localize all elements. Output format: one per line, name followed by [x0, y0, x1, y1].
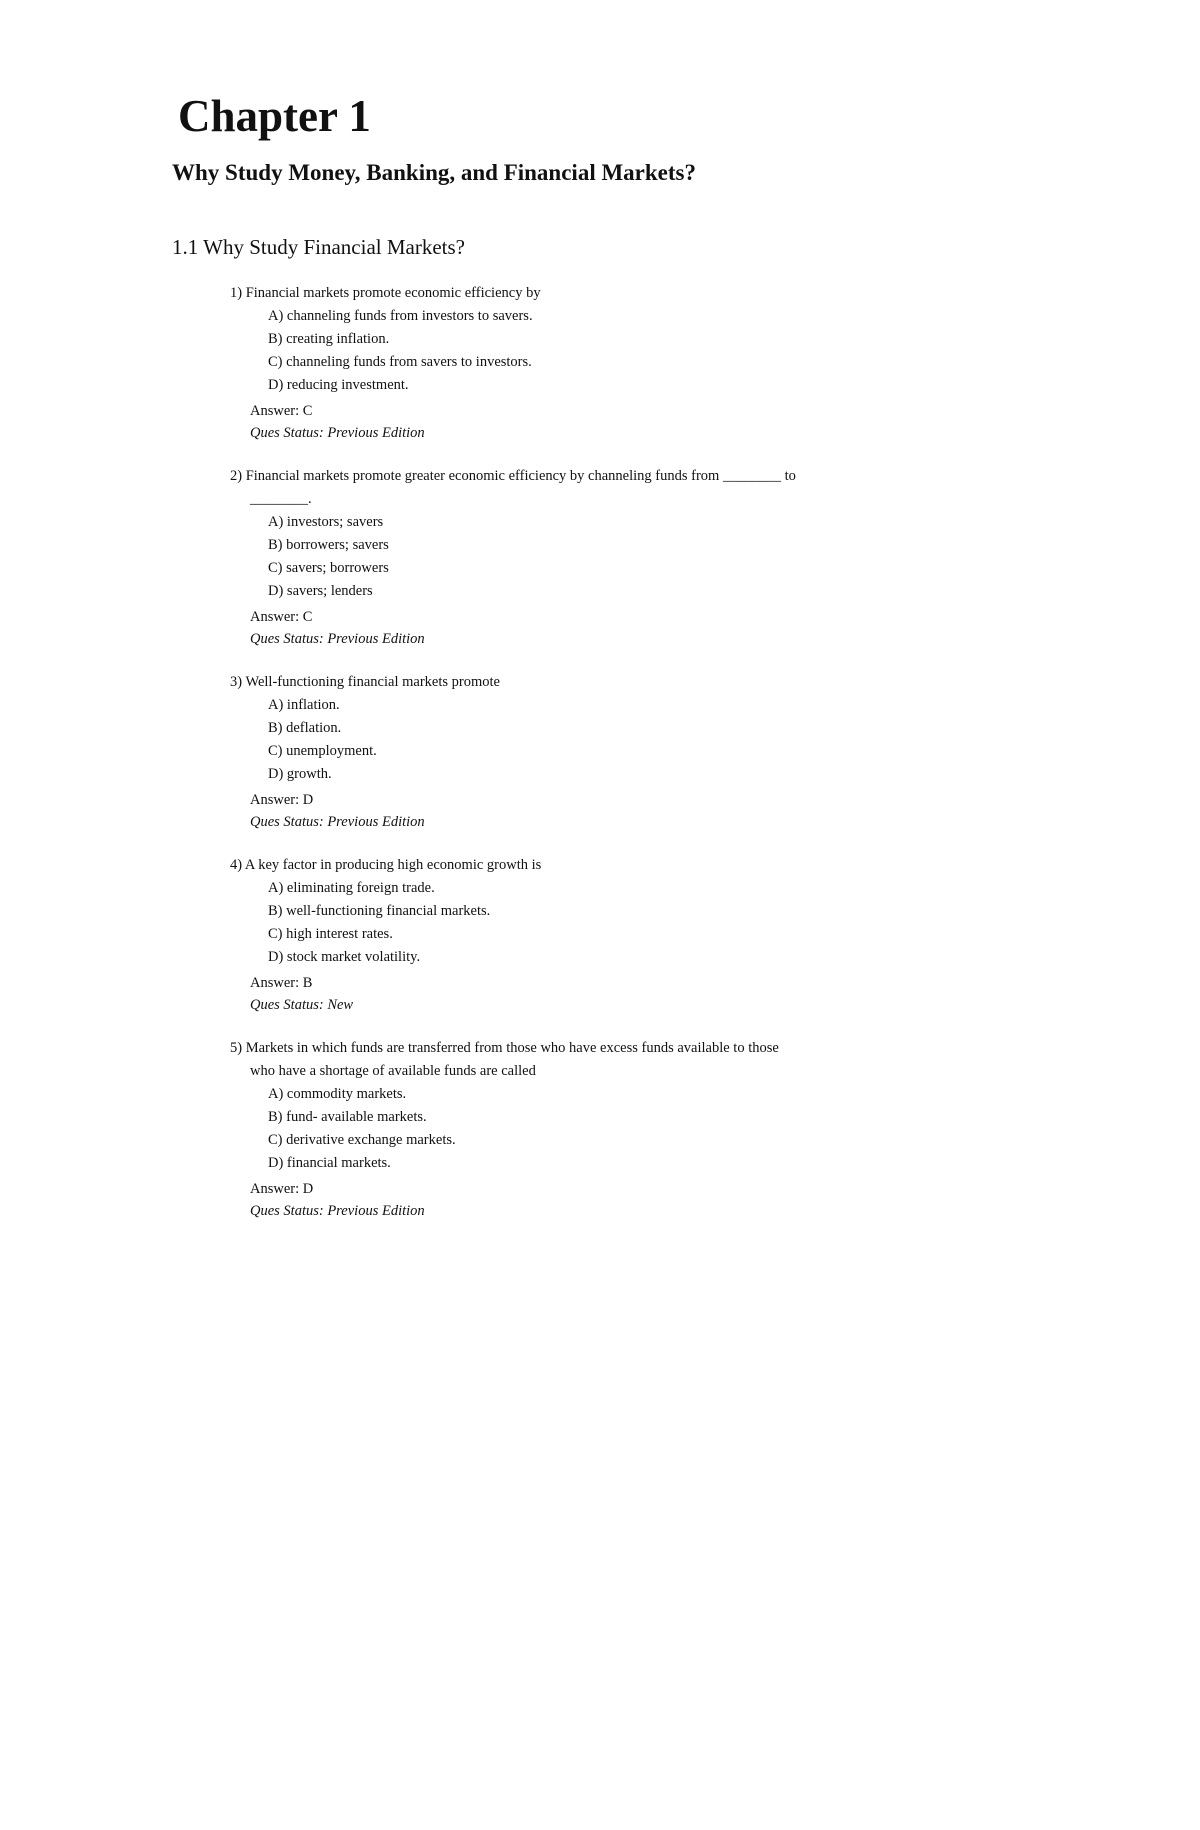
option-d: D) savers; lenders: [268, 583, 373, 599]
option-list: [230, 511, 950, 603]
option-b: B) fund- available markets.: [268, 1109, 427, 1125]
question-stem-continued: who have a shortage of available funds are called: [250, 1063, 536, 1079]
question-stem: 3) Well-functioning financial markets promote: [230, 674, 500, 690]
question-stem: 4) A key factor in producing high economic growth is: [230, 857, 542, 873]
option-c: C) savers; borrowers: [268, 560, 389, 576]
option-c: C) channeling funds from savers to investors.: [268, 354, 532, 370]
option-list: [230, 305, 950, 397]
question-stem: 1) Financial markets promote economic efficiency by: [230, 285, 541, 301]
option-b: B) well-functioning financial markets.: [268, 903, 491, 919]
answer: Answer: C: [250, 403, 313, 419]
option-list: [230, 877, 950, 969]
question-5: [230, 1037, 950, 1222]
question-status: Ques Status: New: [250, 997, 354, 1013]
question-status: Ques Status: Previous Edition: [250, 425, 425, 441]
answer: Answer: B: [250, 975, 313, 991]
option-c: C) unemployment.: [268, 743, 377, 759]
chapter-subtitle: Why Study Money, Banking, and Financial Markets?: [172, 160, 696, 185]
section-title: 1.1 Why Study Financial Markets?: [172, 235, 465, 259]
option-list: [230, 694, 950, 786]
option-a: A) commodity markets.: [268, 1086, 407, 1102]
question-stem: 2) Financial markets promote greater economic efficiency by channeling funds from ________ to: [230, 468, 796, 484]
option-d: D) growth.: [268, 766, 332, 782]
question-status: Ques Status: Previous Edition: [250, 1203, 425, 1219]
option-list: [230, 1083, 950, 1175]
question-4: [230, 854, 950, 1016]
question-1: [230, 282, 950, 444]
option-b: B) deflation.: [268, 720, 342, 736]
option-a: A) eliminating foreign trade.: [268, 880, 435, 896]
option-a: A) investors; savers: [268, 514, 384, 530]
question-2: [230, 465, 950, 650]
option-a: A) channeling funds from investors to savers.: [268, 308, 533, 324]
question-list: [230, 282, 950, 1243]
answer: Answer: D: [250, 792, 314, 808]
option-d: D) reducing investment.: [268, 377, 409, 393]
option-c: C) derivative exchange markets.: [268, 1132, 456, 1148]
answer: Answer: C: [250, 609, 313, 625]
option-d: D) stock market volatility.: [268, 949, 421, 965]
option-c: C) high interest rates.: [268, 926, 393, 942]
chapter-title: Chapter 1: [178, 91, 371, 141]
answer: Answer: D: [250, 1181, 314, 1197]
question-stem-continued: ________.: [250, 491, 312, 507]
question-3: [230, 671, 950, 833]
question-stem: 5) Markets in which funds are transferred from those who have excess funds available to those: [230, 1040, 779, 1056]
option-a: A) inflation.: [268, 697, 340, 713]
option-d: D) financial markets.: [268, 1155, 391, 1171]
option-b: B) creating inflation.: [268, 331, 390, 347]
option-b: B) borrowers; savers: [268, 537, 389, 553]
question-status: Ques Status: Previous Edition: [250, 631, 425, 647]
question-status: Ques Status: Previous Edition: [250, 814, 425, 830]
